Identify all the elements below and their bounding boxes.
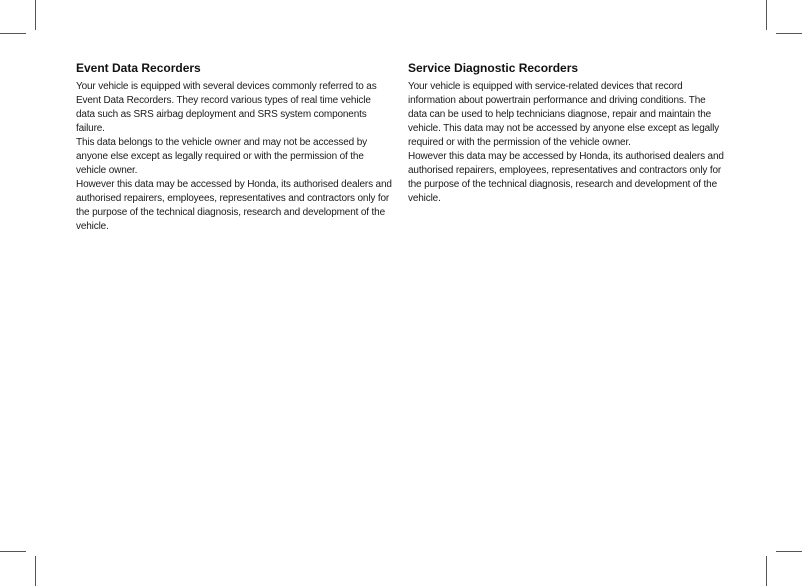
event-data-recorders-title: Event Data Recorders [76,61,201,75]
service-diagnostic-paragraph-2: However this data may be accessed by Honda, its authorised dealers and authorised repairers, employees, representatives and contractors only for the purpose of the technical diagnosis, research and development of the vehicle. [408,151,724,204]
crop-mark-top-left-horizontal [0,33,26,34]
event-data-paragraph-3: However this data may be accessed by Honda, its authorised dealers and authorised repairers, employees, representatives and contractors only for the purpose of the technical diagnosis, research and development of the vehicle. [76,179,392,232]
event-data-recorders-section [76,61,392,234]
crop-mark-bottom-left-vertical [35,556,36,586]
event-data-paragraph-1: Your vehicle is equipped with several devices commonly referred to as Event Data Recorders. They record various types of real time vehicle data such as SRS airbag deployment and SRS system components failure. [76,81,377,134]
crop-mark-bottom-left-horizontal [0,551,26,552]
service-diagnostic-recorders-title: Service Diagnostic Recorders [408,61,579,75]
service-diagnostic-paragraph-1: Your vehicle is equipped with service-related devices that record information about powertrain performance and driving conditions. The data can be used to help technicians diagnose, repair and maintain the vehicle. This data may not be accessed by anyone else except as legally required or with the permission of the vehicle owner. [408,81,720,148]
crop-mark-top-right-vertical [766,0,767,30]
event-data-paragraph-2: This data belongs to the vehicle owner and may not be accessed by anyone else except as legally required or with the permission of the vehicle owner. [76,137,367,176]
crop-mark-bottom-right-horizontal [776,551,802,552]
service-diagnostic-recorders-section [408,61,724,206]
crop-mark-top-left-vertical [35,0,36,30]
crop-mark-top-right-horizontal [776,33,802,34]
crop-mark-bottom-right-vertical [766,556,767,586]
